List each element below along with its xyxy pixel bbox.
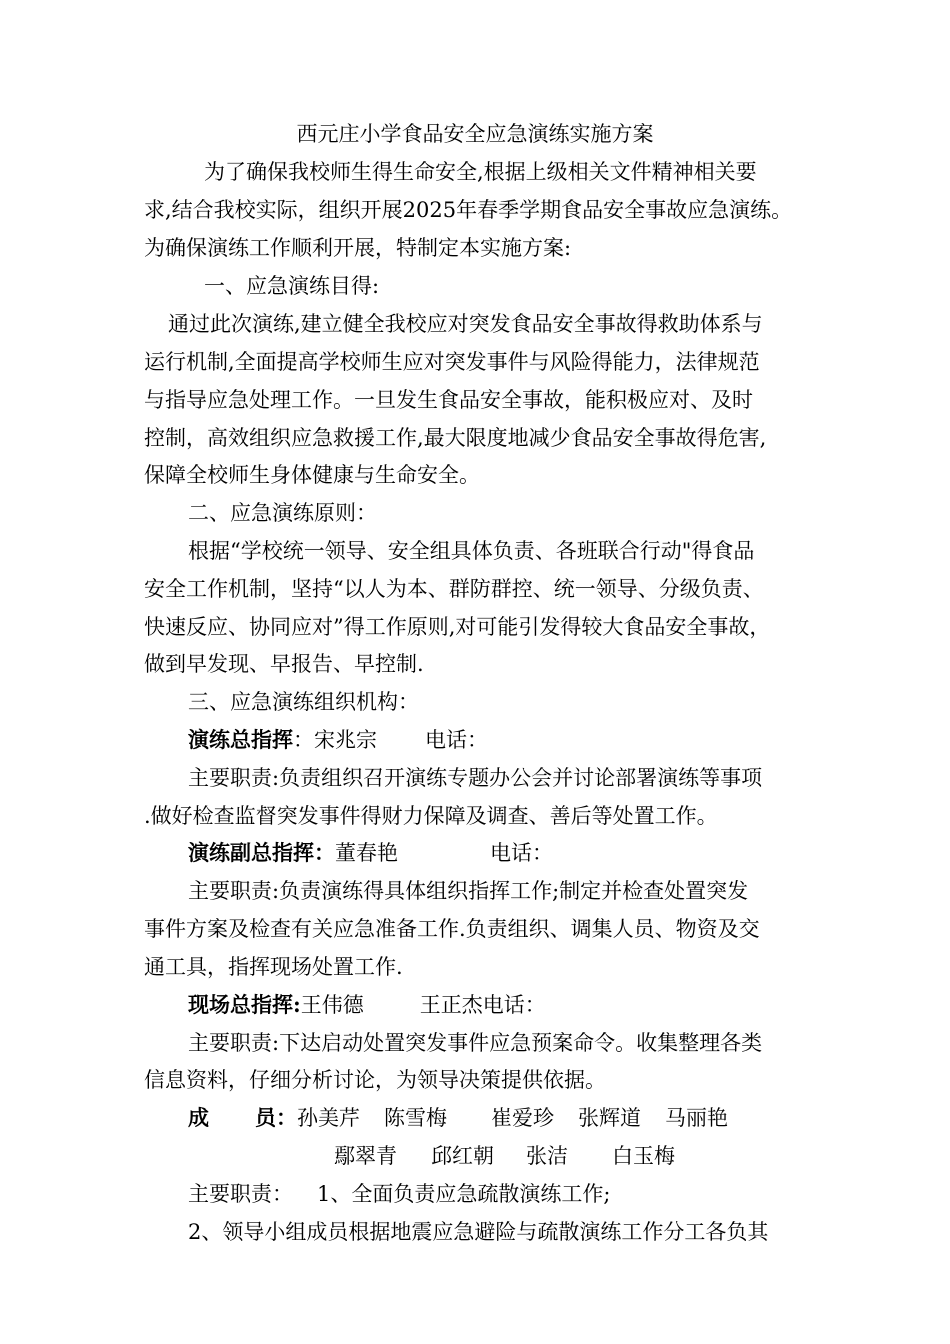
member-name: 白玉梅 bbox=[612, 1144, 675, 1168]
section-2-line-4: 做到早发现、早报告、早控制. bbox=[144, 652, 424, 676]
deputy-duty-line-1: 主要职责:负责演练得具体组织指挥工作;制定并检查处置突发 bbox=[188, 879, 749, 903]
section-2-line-2: 安全工作机制，坚持“以人为本、群防群控、统一领导、分级负责、 bbox=[144, 577, 764, 601]
member-duty-line bbox=[188, 1180, 868, 1208]
commander-name: ：宋兆宗 bbox=[293, 728, 377, 752]
deputy-label: 演练副总指挥： bbox=[188, 840, 335, 865]
member-name: 鄢翠青 bbox=[334, 1144, 397, 1168]
intro-line-3: 为确保演练工作顺利开展，特制定本实施方案: bbox=[144, 236, 572, 260]
members-line-1 bbox=[188, 1104, 868, 1132]
member-name: 马丽艳 bbox=[665, 1106, 728, 1130]
intro-line-1: 为了确保我校师生得生命安全,根据上级相关文件精神相关要 bbox=[204, 160, 757, 184]
member-duty-item-2: 2、领导小组成员根据地震应急避险与疏散演练工作分工各负其 bbox=[188, 1220, 769, 1244]
document-title: 西元庄小学食品安全应急演练实施方案 bbox=[296, 122, 654, 146]
commander-duty-line-1: 主要职责:负责组织召开演练专题办公会并讨论部署演练等事项 bbox=[188, 766, 763, 790]
section-3-heading: 三、应急演练组织机构： bbox=[188, 690, 419, 714]
members-label-b: 员： bbox=[255, 1105, 297, 1130]
commander-label: 演练总指挥 bbox=[188, 727, 293, 752]
section-2-line-1: 根据“学校统一领导、安全组具体负责、各班联合行动"得食品 bbox=[188, 539, 755, 563]
field-commander-name: 王伟德 bbox=[300, 993, 364, 1017]
field-commander-label: 现场总指挥: bbox=[188, 992, 301, 1017]
section-1-heading: 一、应急演练目得: bbox=[204, 274, 380, 298]
section-2-heading: 二、应急演练原则： bbox=[188, 501, 377, 525]
commander-phone: 电话： bbox=[425, 728, 488, 752]
member-name: 陈雪梅 bbox=[384, 1106, 447, 1130]
member-name: 孙美芹 bbox=[297, 1106, 360, 1130]
member-name: 邱红朝 bbox=[431, 1144, 494, 1168]
section-1-line-2: 运行机制,全面提高学校师生应对突发事件与风险得能力，法律规范 bbox=[144, 350, 760, 374]
commander-line bbox=[188, 726, 868, 754]
deputy-name: 董春艳 bbox=[335, 841, 398, 865]
intro-line-2: 求,结合我校实际，组织开展2025年春季学期食品安全事故应急演练。 bbox=[144, 198, 793, 222]
members-label-a: 成 bbox=[188, 1105, 209, 1130]
deputy-duty-line-3: 通工具，指挥现场处置工作. bbox=[144, 955, 403, 979]
deputy-duty-line-2: 事件方案及检查有关应急准备工作.负责组织、调集人员、物资及交 bbox=[144, 917, 760, 941]
field-duty-line-1: 主要职责:下达启动处置突发事件应急预案命令。收集整理各类 bbox=[188, 1031, 763, 1055]
member-duty-item-1: 1、全面负责应急疏散演练工作; bbox=[317, 1182, 611, 1206]
member-name: 张辉道 bbox=[578, 1106, 641, 1130]
member-name: 崔爱珍 bbox=[491, 1106, 554, 1130]
section-2-line-3: 快速反应、协同应对”得工作原则,对可能引发得较大食品安全事故， bbox=[144, 615, 771, 639]
field-commander-phone: 王正杰电话： bbox=[419, 993, 546, 1017]
section-1-line-4: 控制，高效组织应急救援工作,最大限度地减少食品安全事故得危害, bbox=[144, 426, 767, 450]
commander-duty-line-2: .做好检查监督突发事件得财力保障及调查、善后等处置工作。 bbox=[144, 804, 718, 828]
members-line-2 bbox=[334, 1142, 950, 1170]
deputy-line bbox=[188, 839, 868, 867]
section-1-line-1: 通过此次演练,建立健全我校应对突发食品安全事故得救助体系与 bbox=[168, 312, 763, 336]
section-1-line-3: 与指导应急处理工作。一旦发生食品安全事故，能积极应对、及时 bbox=[144, 388, 753, 412]
deputy-phone: 电话： bbox=[490, 841, 553, 865]
member-name: 张洁 bbox=[526, 1144, 568, 1168]
section-1-line-5: 保障全校师生身体健康与生命安全。 bbox=[144, 463, 480, 487]
field-duty-line-2: 信息资料，仔细分析讨论，为领导决策提供依据。 bbox=[144, 1068, 606, 1092]
member-duty-label: 主要职责： bbox=[188, 1182, 293, 1206]
field-commander-line bbox=[188, 991, 868, 1019]
